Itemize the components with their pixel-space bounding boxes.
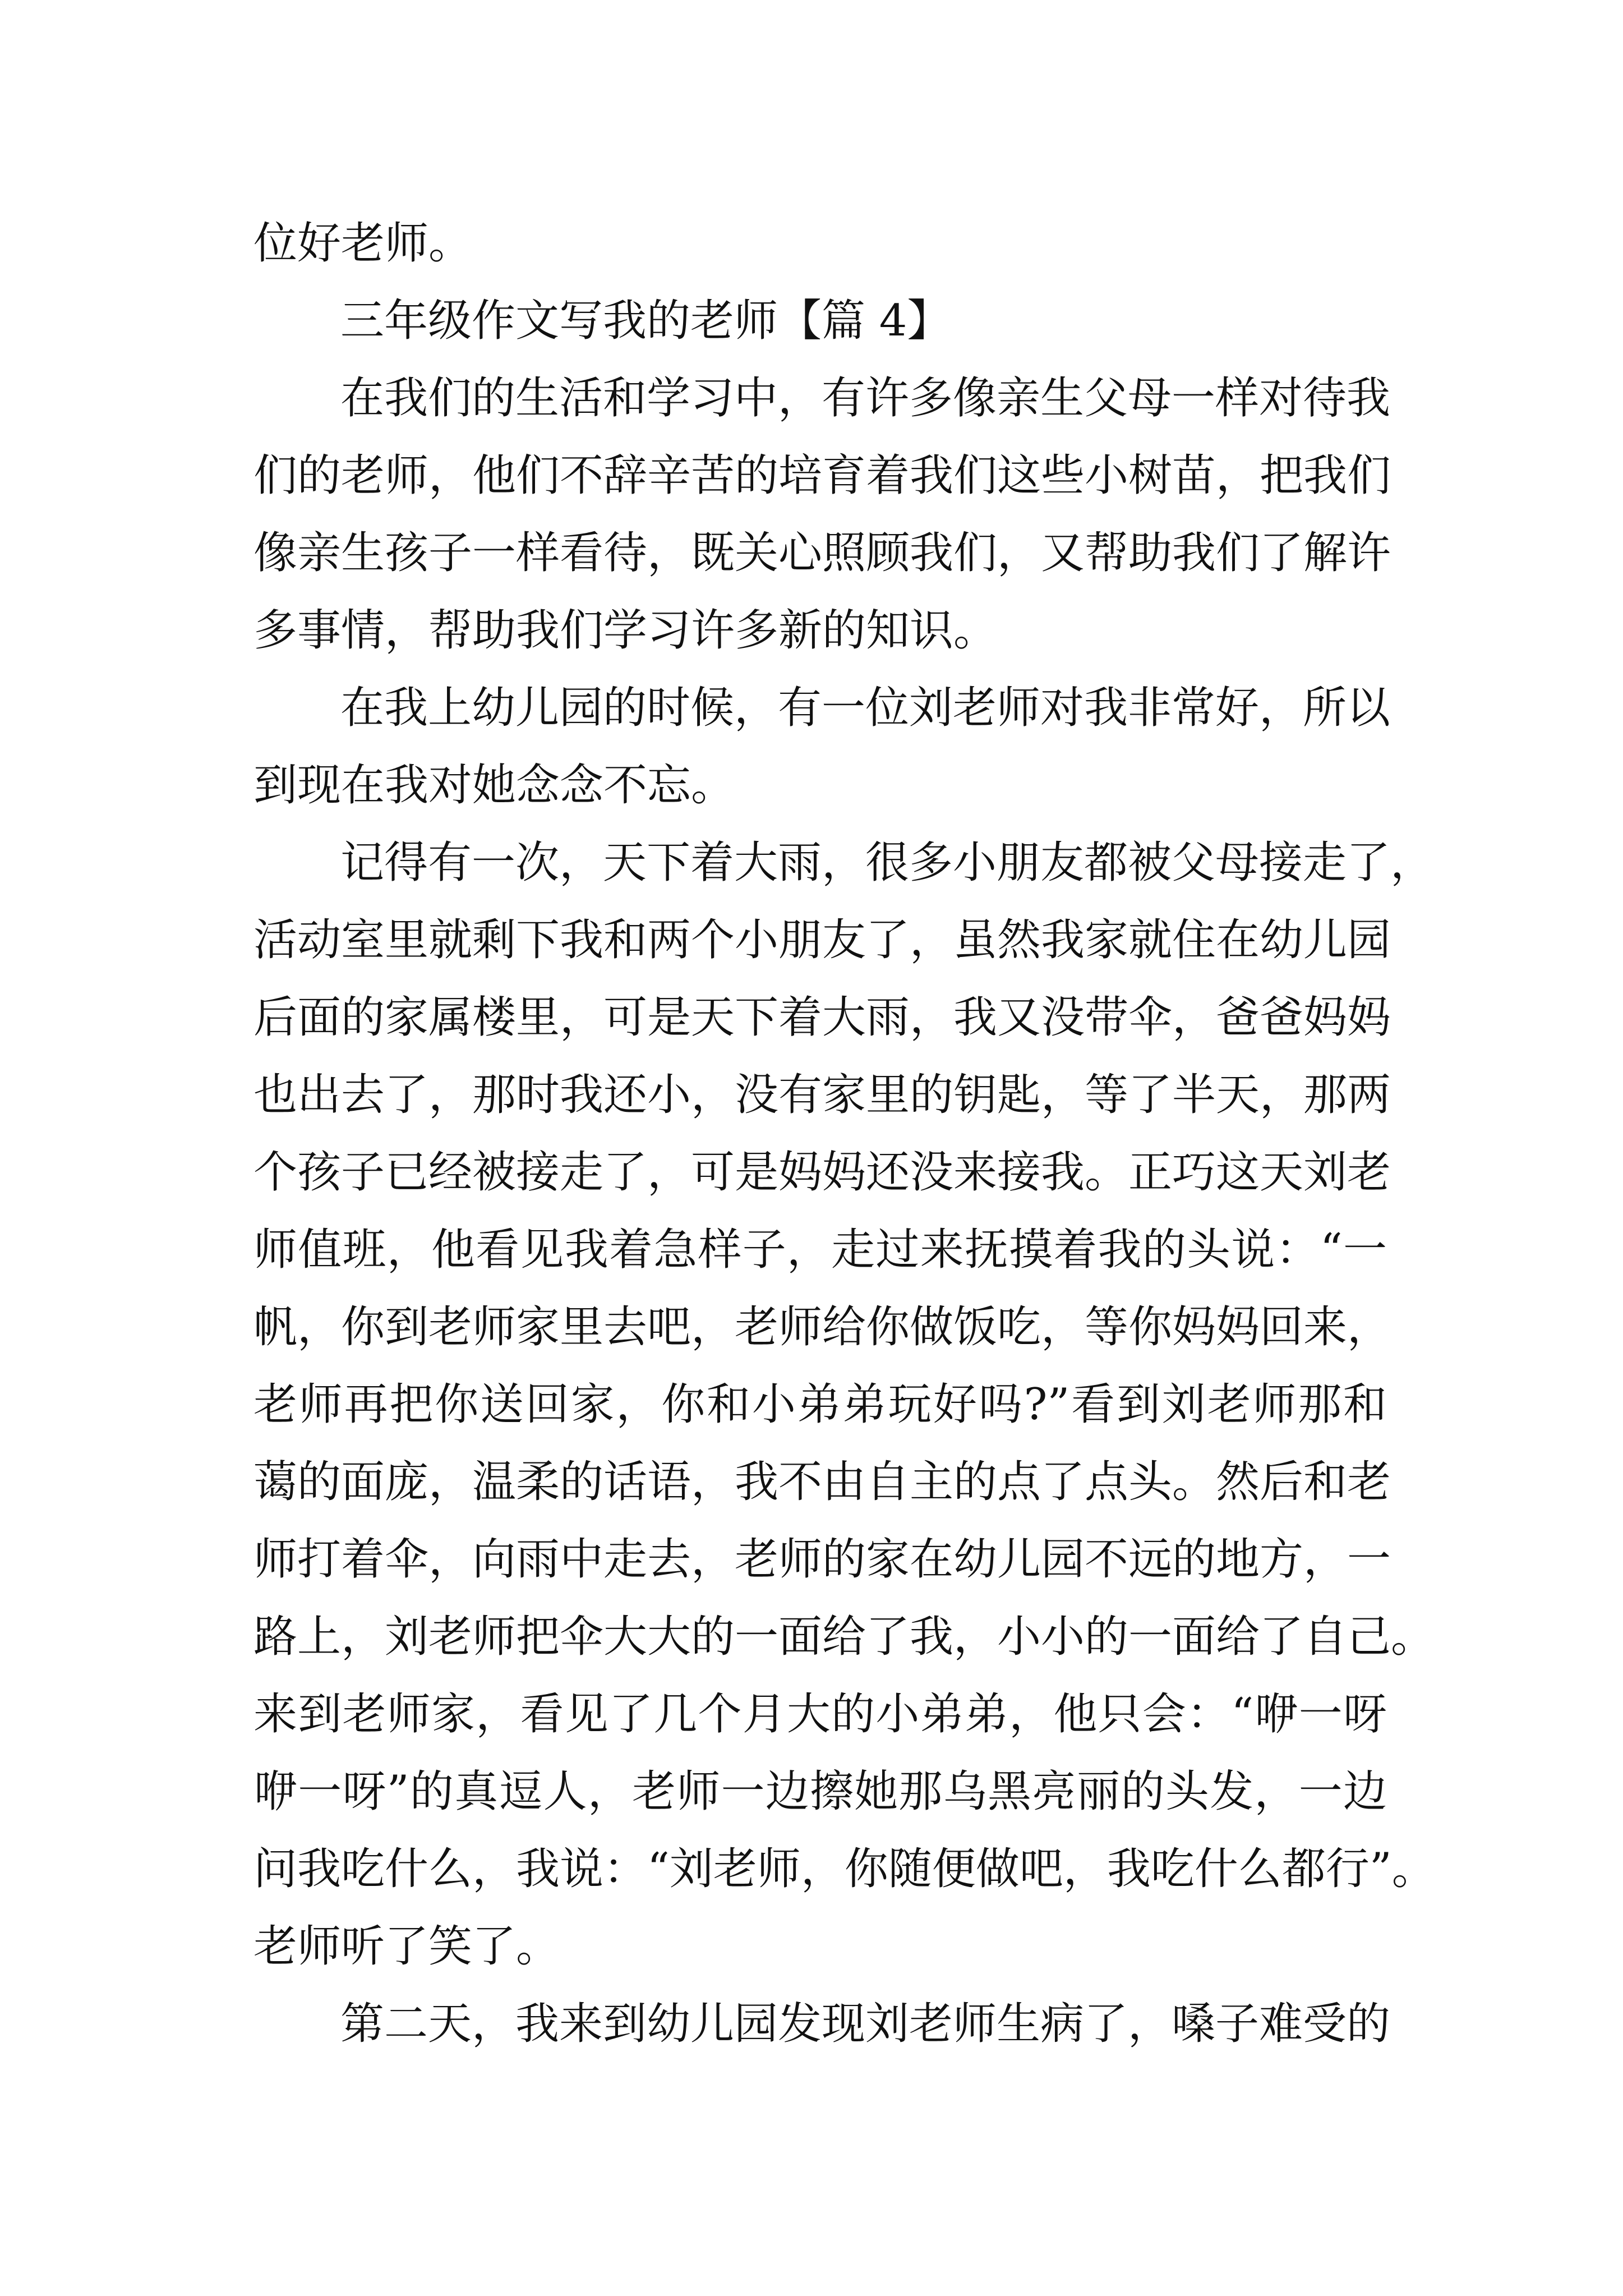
text-line: 多事情，帮助我们学习许多新的知识。 <box>253 605 998 656</box>
text-line: 蔼的面庞，温柔的话语，我不由自主的点了点头。然后和老 <box>253 1457 1391 1507</box>
paragraph <box>253 360 1391 669</box>
text-line: 师打着伞，向雨中走去，老师的家在幼儿园不远的地方，一 <box>253 1534 1391 1585</box>
text-line: 后面的家属楼里，可是天下着大雨，我又没带伞，爸爸妈妈 <box>253 992 1391 1043</box>
text-line: 像亲生孩子一样看待，既关心照顾我们，又帮助我们了解许 <box>253 528 1391 578</box>
text-line: 到现在我对她念念不忘。 <box>253 760 735 811</box>
paragraph-continuation <box>253 205 1387 282</box>
heading-text: 三年级作文写我的老师【篇 4】 <box>340 296 951 346</box>
text-line: 个孩子已经被接走了，可是妈妈还没来接我。正巧这天刘老 <box>253 1147 1391 1198</box>
text-line: 活动室里就剩下我和两个小朋友了，虽然我家就住在幼儿园 <box>253 915 1391 965</box>
text-line: 老师再把你送回家，你和小弟弟玩好吗?”看到刘老师那和 <box>253 1379 1387 1430</box>
paragraph <box>253 669 1391 824</box>
text-line: 也出去了，那时我还小，没有家里的钥匙，等了半天，那两 <box>253 1070 1391 1120</box>
text-line: 在我上幼儿园的时候，有一位刘老师对我非常好，所以 <box>340 683 1391 733</box>
text-line: 来到老师家，看见了几个月大的小弟弟，他只会：“咿一呀 <box>253 1689 1387 1740</box>
paragraph <box>253 824 1436 1985</box>
text-line: 咿一呀”的真逗人，老师一边擦她那乌黑亮丽的头发，一边 <box>253 1766 1387 1817</box>
paragraph <box>253 1985 1391 2063</box>
text-line: 位好老师。 <box>253 218 473 269</box>
text-line: 第二天，我来到幼儿园发现刘老师生病了，嗓子难受的 <box>340 1999 1391 2049</box>
text-line: 记得有一次，天下着大雨，很多小朋友都被父母接走了， <box>340 838 1435 888</box>
text-line: 们的老师，他们不辞辛苦的培育着我们这些小树苗，把我们 <box>253 450 1391 501</box>
text-line: 路上，刘老师把伞大大的一面给了我，小小的一面给了自己。 <box>253 1612 1435 1662</box>
text-line: 帆，你到老师家里去吧，老师给你做饭吃，等你妈妈回来， <box>253 1302 1391 1352</box>
text-line: 在我们的生活和学习中，有许多像亲生父母一样对待我 <box>340 373 1391 424</box>
section-heading <box>253 282 1387 360</box>
text-line: 问我吃什么，我说：“刘老师，你随便做吧，我吃什么都行”。 <box>253 1844 1436 1894</box>
document-body <box>253 205 1436 2063</box>
text-line: 师值班，他看见我着急样子，走过来抚摸着我的头说：“一 <box>253 1225 1387 1275</box>
text-line: 老师听了笑了。 <box>253 1921 560 1972</box>
